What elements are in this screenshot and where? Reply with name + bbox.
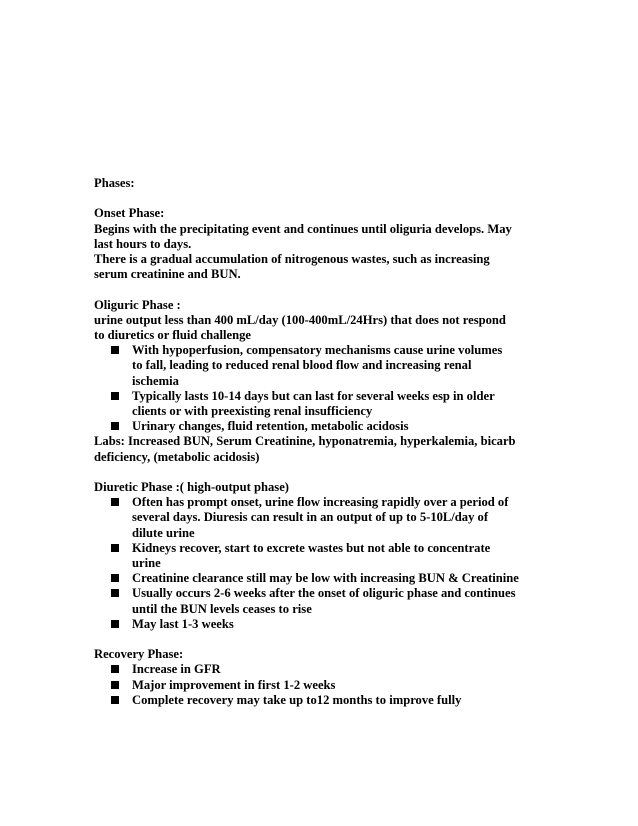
bullet-text-line: ischemia [132,373,179,388]
bullet-text-line: Major improvement in first 1-2 weeks [132,677,336,692]
spacer [94,191,554,206]
spacer [94,465,554,480]
spacer [94,282,554,297]
bullet-text-line: urine [132,556,161,571]
list-item [94,662,554,677]
bullet-text-line: until the BUN levels ceases to rise [132,601,312,616]
list-item [94,495,554,541]
square-bullet-icon [111,498,119,506]
list-item [94,571,554,586]
bullet-text-line: Often has prompt onset, urine flow increasing rapidly over a period of [132,495,509,510]
square-bullet-icon [111,544,119,552]
bullet-text-line: Typically lasts 10-14 days but can last for several weeks esp in older [132,388,495,403]
list-item [94,389,554,419]
spacer [94,632,554,647]
oliguric-text-line: to diuretics or fluid challenge [94,328,251,342]
bullet-text-line: Increase in GFR [132,662,221,677]
onset-phase-title: Onset Phase: [94,206,165,221]
bullet-text-line: to fall, leading to reduced renal blood flow and increasing renal [132,358,472,373]
list-item [94,617,554,632]
bullet-text-line: May last 1-3 weeks [132,616,234,631]
phases-heading: Phases: [94,176,135,190]
labs-text-line: deficiency, (metabolic acidosis) [94,449,260,464]
bullet-text-line: Usually occurs 2-6 weeks after the onset of oliguric phase and continues [132,586,516,601]
oliguric-phase-title: Oliguric Phase : [94,297,181,312]
bullet-text-line: With hypoperfusion, compensatory mechanisms cause urine volumes [132,343,503,358]
bullet-text-line: Kidneys recover, start to excrete wastes but not able to concentrate [132,540,491,555]
square-bullet-icon [111,574,119,582]
bullet-text-line: Complete recovery may take up to12 months to improve fully [132,692,462,707]
labs-text-line: Labs: Increased BUN, Serum Creatinine, hyponatremia, hyperkalemia, bicarb [94,434,516,449]
list-item [94,586,554,616]
onset-text-line: Begins with the precipitating event and continues until oliguria develops. May [94,221,512,236]
square-bullet-icon [111,681,119,689]
document-body [94,176,554,708]
bullet-text-line: clients or with preexisting renal insufficiency [132,404,373,419]
square-bullet-icon [111,346,119,354]
bullet-text-line: dilute urine [132,525,195,540]
square-bullet-icon [111,392,119,400]
diuretic-phase-title: Diuretic Phase :( high-output phase) [94,480,289,495]
bullet-text-line: Urinary changes, fluid retention, metabolic acidosis [132,419,409,434]
bullet-text-line: Creatinine clearance still may be low with increasing BUN & Creatinine [132,571,519,586]
list-item [94,541,554,571]
onset-text-line: last hours to days. [94,236,192,251]
list-item [94,693,554,708]
list-item [94,343,554,389]
list-item [94,678,554,693]
recovery-phase-title: Recovery Phase: [94,647,184,662]
onset-text-line: There is a gradual accumulation of nitrogenous wastes, such as increasing [94,252,490,266]
bullet-text-line: several days. Diuresis can result in an output of up to 5-10L/day of [132,510,489,525]
list-item [94,419,554,434]
square-bullet-icon [111,620,119,628]
oliguric-text-line: urine output less than 400 mL/day (100-400mL/24Hrs) that does not respond [94,312,506,327]
square-bullet-icon [111,422,119,430]
onset-text-line: serum creatinine and BUN. [94,267,241,282]
square-bullet-icon [111,589,119,597]
square-bullet-icon [111,665,119,673]
square-bullet-icon [111,696,119,704]
